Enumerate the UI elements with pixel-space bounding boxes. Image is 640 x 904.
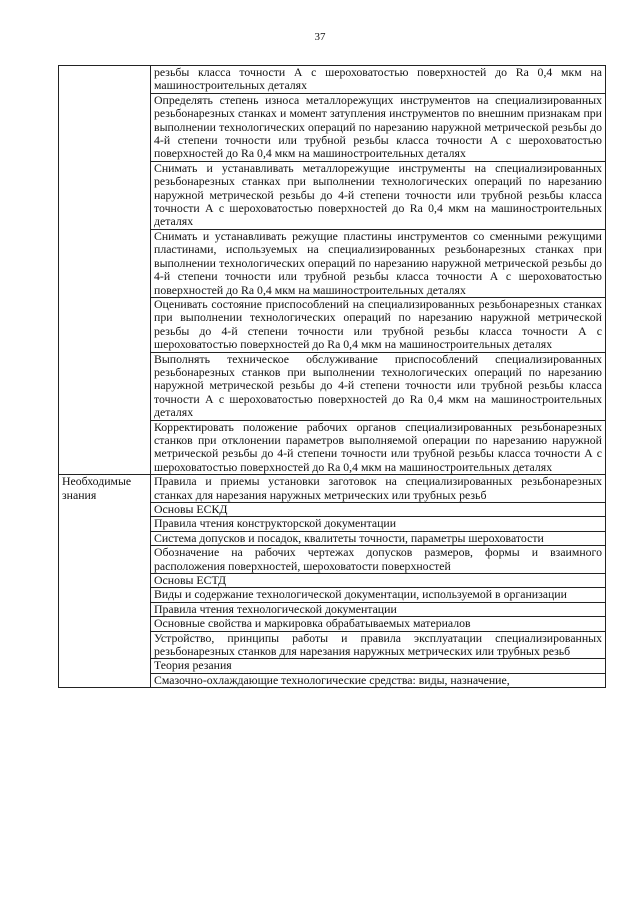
knowledge-item: Основы ЕСКД bbox=[151, 503, 606, 517]
knowledge-item: Смазочно-охлаждающие технологические средства: виды, назначение, bbox=[151, 673, 606, 687]
knowledge-item: Основы ЕСТД bbox=[151, 574, 606, 588]
knowledge-item: Устройство, принципы работы и правила эксплуатации специализированных резьбонарезных станков для нарезания наружных метрических или трубных резьб bbox=[151, 631, 606, 659]
skill-item: резьбы класса точности А с шероховатостью поверхностей до Ra 0,4 мкм на машиностроительных деталях bbox=[151, 66, 606, 94]
table-row bbox=[59, 475, 606, 503]
knowledge-item: Теория резания bbox=[151, 659, 606, 673]
knowledge-label: Необходимые знания bbox=[59, 475, 151, 688]
page-number: 37 bbox=[314, 31, 326, 43]
skill-item: Оценивать состояние приспособлений на специализированных резьбонарезных станках при выполнении технологических операций по нарезанию наружной метрической резьбы до 4-й степени точности или трубной резьбы класса точности А с шероховатостью поверхностей до Ra 0,4 мкм на машиностроительных деталях bbox=[151, 297, 606, 352]
knowledge-item: Правила чтения конструкторской документации bbox=[151, 517, 606, 531]
knowledge-item: Обозначение на рабочих чертежах допусков размеров, формы и взаимного расположения поверхностей, шероховатости поверхностей bbox=[151, 546, 606, 574]
competency-table bbox=[58, 65, 606, 688]
skill-item: Корректировать положение рабочих органов специализированных резьбонарезных станков при отклонении параметров выполняемой операции по нарезанию наружной метрической резьбы до 4-й степени точности или трубной резьбы класса точности А с шероховатостью поверхностей до Ra 0,4 мкм на машиностроительных деталях bbox=[151, 420, 606, 475]
knowledge-item: Виды и содержание технологической документации, используемой в организации bbox=[151, 588, 606, 602]
skill-item: Выполнять техническое обслуживание приспособлений специализированных резьбонарезных станков при выполнении технологических операций по нарезанию наружной метрической резьбы до 4-й степени точности или трубной резьбы класса точности А с шероховатостью поверхностей до Ra 0,4 мкм на машиностроительных деталях bbox=[151, 352, 606, 420]
knowledge-item: Правила и приемы установки заготовок на специализированных резьбонарезных станках для нарезания наружных метрических или трубных резьб bbox=[151, 475, 606, 503]
table-row bbox=[59, 66, 606, 94]
knowledge-item: Правила чтения технологической документации bbox=[151, 602, 606, 616]
knowledge-item: Система допусков и посадок, квалитеты точности, параметры шероховатости bbox=[151, 531, 606, 545]
skill-item: Снимать и устанавливать режущие пластины инструментов со сменными режущими пластинами, используемых на специализированных резьбонарезных станках при выполнении технологических операций по нарезанию наружной метрической резьбы до 4-й степени точности или трубной резьбы класса точности А с шероховатостью поверхностей до Ra 0,4 мкм на машиностроительных деталях bbox=[151, 229, 606, 297]
skill-item: Снимать и устанавливать металлорежущие инструменты на специализированных резьбонарезных станках при выполнении технологических операций по нарезанию наружной метрической резьбы до 4-й степени точности или трубной резьбы класса точности А с шероховатостью поверхностей до Ra 0,4 мкм на машиностроительных деталях bbox=[151, 161, 606, 229]
skills-label-cell bbox=[59, 66, 151, 475]
skill-item: Определять степень износа металлорежущих инструментов на специализированных резьбонарезных станках и момент затупления инструментов по внешним признакам при выполнении технологических операций по нарезанию наружной метрической резьбы до 4-й степени точности или трубной резьбы класса точности А с шероховатостью поверхностей до Ra 0,4 мкм на машиностроительных деталях bbox=[151, 93, 606, 161]
knowledge-item: Основные свойства и маркировка обрабатываемых материалов bbox=[151, 617, 606, 631]
